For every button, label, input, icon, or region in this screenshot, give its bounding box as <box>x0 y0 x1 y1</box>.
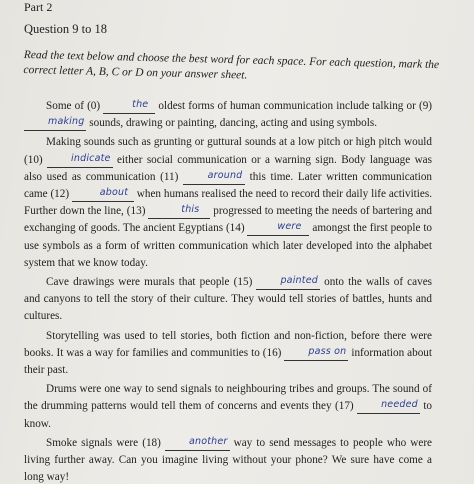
handwritten-answer: the <box>132 99 149 110</box>
passage-text: amongst the first people to use symbols as a form of written communication which later developed into the alphabet system that we know today. <box>24 222 433 269</box>
handwritten-answer: painted <box>280 275 318 287</box>
passage-text: information about their past. <box>24 346 432 377</box>
passage-text: progressed to meeting the needs of bartering and exchanging of goods. The ancient Egyptians <box>24 205 433 235</box>
passage-text: Smoke signals were <box>46 436 139 449</box>
passage-text: way to send messages to people who were living further away. Can you imagine living without your phone? We sure have come a long way! <box>24 436 433 484</box>
paragraph-2 <box>24 134 432 272</box>
question-number: (13) <box>126 205 146 218</box>
answer-blank-10[interactable] <box>47 152 113 168</box>
answer-blank-18[interactable] <box>165 435 230 451</box>
question-number: (14) <box>225 222 245 235</box>
passage-text: when humans realised the need to record their daily life activities. Further down the line, <box>24 188 433 218</box>
passage-text: Storytelling was used to tell stories, both fiction and non-fiction, before there were books. It was a way for families and communities to <box>24 329 432 359</box>
question-number: (10) <box>24 153 43 166</box>
handwritten-answer: this <box>181 204 200 216</box>
paragraph-3 <box>24 274 432 326</box>
handwritten-answer: were <box>277 221 302 233</box>
answer-blank-12[interactable] <box>72 189 134 202</box>
handwritten-answer: pass on <box>308 345 347 357</box>
answer-blank-11[interactable] <box>183 169 245 185</box>
question-number: (15) <box>233 276 253 289</box>
question-number: (16) <box>262 346 282 359</box>
answer-blank-0[interactable] <box>103 101 155 114</box>
passage-text: Some of <box>46 100 84 112</box>
question-range-heading: Question 9 to 18 <box>24 22 107 36</box>
handwritten-answer: making <box>48 116 85 128</box>
passage-text: Drums were one way to send signals to neighbouring tribes and groups. The sound of the drumming patterns would tell them of concerns and events they <box>24 383 432 413</box>
question-number: (18) <box>142 436 161 449</box>
handwritten-answer: another <box>188 435 228 447</box>
answer-blank-9[interactable] <box>24 118 86 131</box>
question-number: (17) <box>335 400 354 413</box>
part-label: Part 2 <box>24 0 53 14</box>
handwritten-answer: needed <box>381 399 418 411</box>
passage-text: this time. Later written communication came <box>24 170 433 201</box>
passage-text: Making sounds such as grunting or guttural sounds at a low pitch or high pitch would <box>46 136 432 149</box>
handwritten-answer: around <box>207 169 243 181</box>
question-number: (9) <box>418 100 433 112</box>
question-number: (0) <box>87 100 101 112</box>
answer-blank-16[interactable] <box>284 345 348 361</box>
passage-text: sounds, drawing or painting, dancing, acting and using symbols. <box>89 117 377 130</box>
answer-blank-14[interactable] <box>247 223 309 236</box>
passage-text: either social communication or a warning sign. Body language was also used as communication <box>24 153 433 183</box>
answer-blank-15[interactable] <box>256 277 320 290</box>
answer-blank-17[interactable] <box>357 401 420 414</box>
passage-text: oldest forms of human communication include talking or <box>158 100 416 112</box>
paragraph-5 <box>24 381 432 433</box>
instructions-text: Read the text below and choose the best word for each space. For each question, mark the correct letter A, B, C or D on your answer sheet. <box>23 48 440 82</box>
passage-text: onto the walls of caves and canyons to tell the story of their culture. They would tell stories of battles, hunts and cultures. <box>24 276 433 323</box>
question-number: (12) <box>50 188 70 201</box>
paragraph-6 <box>24 435 432 484</box>
passage-text: to know. <box>24 400 433 430</box>
paragraph-1 <box>24 98 432 132</box>
handwritten-answer: about <box>99 187 129 199</box>
passage-text: Cave drawings were murals that people <box>46 276 230 289</box>
question-number: (11) <box>160 170 179 183</box>
handwritten-answer: indicate <box>71 152 111 164</box>
answer-blank-13[interactable] <box>148 206 210 219</box>
paragraph-4 <box>24 328 432 380</box>
reading-passage <box>24 98 432 484</box>
